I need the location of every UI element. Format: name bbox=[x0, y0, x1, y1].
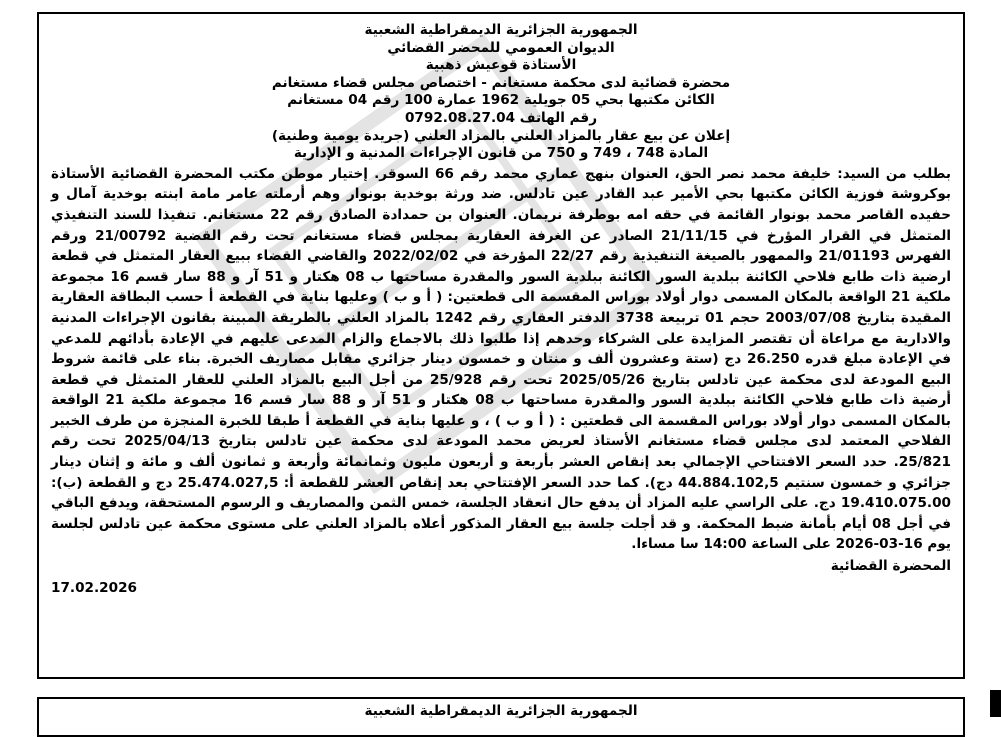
header-line-republic: الجمهورية الجزائرية الديمقراطية الشعبية bbox=[364, 22, 638, 38]
notice-header bbox=[51, 22, 951, 163]
notice-date: 17.02.2026 bbox=[51, 580, 137, 597]
header-line-announcement: إعلان عن بيع عقار بالمزاد العلني بالمزاد العلني (جريدة يومية وطنية) bbox=[271, 127, 731, 144]
page-edge-mark bbox=[990, 690, 1001, 717]
header-line-bailiff-name: الأستاذة قوعيش ذهبية bbox=[425, 57, 577, 74]
auction-notice bbox=[37, 12, 965, 679]
header-line-phone: رقم الهاتف 0792.08.27.04 bbox=[404, 109, 598, 126]
notice-body: بطلب من السيد: خليفة محمد نصر الحق، العنوان بنهج عماري محمد رقم 66 السوقر. إختيار موطن مكتب المحضرة القضائية الأستاذة بوكروشة فوزية الكائن مكتبها بحي الأمير عبد القادر عين تادلس. ضد ورثة بوخدية بونوار وهم أرملته عامر مامة ابنته بوخدية آمال و حفيده القاصر محمد بونوار القائمة في حقه امه بوطرفة نريمان. العنوان بن حمدادة الصادق رقم 22 مستغانم. تنفيذا للسند التنفيذي المتمثل في القرار المؤرخ في 21/11/15 الصادر عن الغرفة العقارية بمجلس قضاء مستغانم تحت رقم القضية 21/00792 ورقم الفهرس 21/01193 والممهور بالصيغة التنفيذية رقم 22/27 المؤرخة في 2022/02/02 والقاضي القضاء ببيع العقار المتمثل في قطعة ارضية ذات طابع فلاحي الكائنة ببلدية السور الكائنة ببلدية السور والمقدرة مساحتها ب 08 هكتار و 51 آر و 88 سار قسم 16 مجموعة ملكية 21 الواقعة بالمكان المسمى دوار أولاد بوراس المقسمة الى قطعتين: ( أ و ب ) وعليها بناية في القطعة أ حسب البطاقة العقارية المقيدة بتاريخ 2003/07/08 حجم 01 تربيعة 3738 الدفتر العقاري رقم 1242 بالمزاد العلني بالطريقة المبينة بقانون الإجراءات المدنية والادارية مع مراعاة أن تقتصر المزايدة على الشركاء وحدهم إذا طلبوا ذلك بالاجماع والزام المدعى عليهم في الإعادة بأدائهم للمدعي في الإعادة مبلغ قدره 26.250 دج (ستة وعشرون ألف و منتان و خمسون دينار جزائري مقابل مصاريف الخبرة. بناء على قائمة شروط البيع المودعة لدى محكمة عين تادلس بتاريخ 2025/05/26 تحت رقم 25/928 من أجل البيع بالمزاد العلني للعقار المتمثل في قطعة أرضية ذات طابع فلاحي الكائنة ببلدية السور والمقدرة مساحتها ب 08 هكتار و 51 آر و 88 سار قسم 16 مجموعة ملكية 21 الواقعة بالمكان المسمى دوار أولاد بوراس المقسمة الى قطعتين : ( أ و ب ) ، و عليها بناية في القطعة أ طبقا للخبرة المنجزة من طرف الخبير الفلاحي المعتمد لدى مجلس قضاء مستغانم الأستاذ لعريض محمد المودعة لدى محكمة عين تادلس بتاريخ 2025/04/13 تحت رقم 25/821. حدد السعر الافتتاحي الإجمالي بعد إنقاص العشر بأربعة و أربعون مليون وثمانمائة وأربعة و ثمانون ألف و مائة و إثنان دينار جزائري و خمسون سنتيم 44.884.102,5 دج). كما حدد السعر الإفتتاحي بعد إنقاص العشر للقطعة أ: 25.474.027,5 دج و القطعة (ب): 19.410.075.00 دج. على الراسي عليه المزاد أن يدفع حال انعقاد الجلسة، خمس الثمن والمصاريف و الرسوم المستحقة، ويدفع الباقي في أجل 08 أيام بأمانة ضبط المحكمة. و قد أجلت جلسة بيع العقار المذكور أعلاه بالمزاد العلني على مستوى محكمة عين تادلس لجلسة يوم 16-03-2026 على الساعة 14:00 سا مساءا. bbox=[51, 165, 952, 553]
next-notice bbox=[37, 697, 965, 737]
header-line-articles: المادة 748 ، 749 و 750 من قانون الإجراءات المدنية و الإدارية bbox=[293, 145, 709, 162]
header-line-jurisdiction: محضرة قضائية لدى محكمة مستغانم - اختصاص مجلس قضاء مستغانم bbox=[271, 74, 731, 91]
next-notice-header: الجمهورية الجزائرية الديمقراطية الشعبية bbox=[364, 703, 638, 719]
header-line-address: الكائن مكتبها بحي 05 جويلية 1962 عمارة 100 رقم 04 مستغانم bbox=[287, 92, 715, 109]
signature-label: المحضرة القضائية bbox=[830, 558, 951, 575]
header-line-office: الديوان العمومي للمحضر القضائي bbox=[387, 39, 615, 56]
